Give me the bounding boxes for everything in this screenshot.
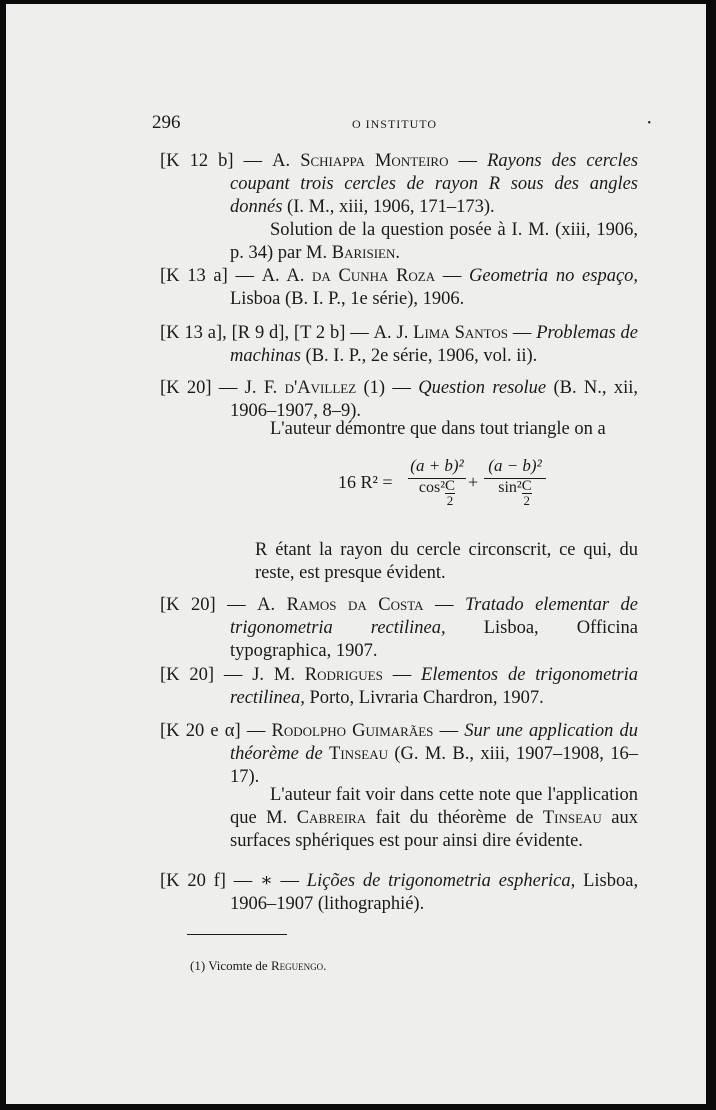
footnote-ref: (1) xyxy=(363,378,386,398)
entry-source: Lisboa, Officina typographica, 1907. xyxy=(230,618,638,661)
entry-code: [K 12 b] xyxy=(160,151,234,171)
entry-author: J. F. d'Avillez xyxy=(244,378,357,398)
bibliography-entry: [K 20 e α] — Rodolpho Guimarães — Sur une application du théorème de Tinseau (G. M. B., xiii, 1907–1908, 16–17). xyxy=(160,721,639,787)
entry-note: R étant la rayon du cercle circonscrit, ce qui, du reste, est presque évident. xyxy=(255,540,638,583)
entry-code: [K 13 a] xyxy=(160,266,228,286)
entry-title: Rayons des cercles coupant trois cercles de rayon R sous des angles donnés xyxy=(230,151,639,217)
entry-code: [K 20] xyxy=(160,595,216,615)
page-number: 296 xyxy=(152,112,181,133)
entry-source: (I. M., xiii, 1906, 171–173). xyxy=(287,197,495,217)
entry-author: Rodolpho Guimarães xyxy=(271,721,434,741)
entry-code: [K 20] xyxy=(160,378,212,398)
bibliography-entry: [K 13 a], [R 9 d], [T 2 b] — A. J. Lima Santos — Problemas de machinas (B. I. P., 2e série, 1906, vol. ii). xyxy=(160,323,639,366)
entry-source: Porto, Livraria Chardron, 1907. xyxy=(309,688,544,708)
entry-source: (G. M. B., xiii, 1907–1908, 16–17). xyxy=(230,744,638,787)
formula-fraction-1: (a + b)² cos² $\frac{C}{2}$ xyxy=(408,456,466,499)
entry-source: (B. N., xii, 1906–1907, 8–9). xyxy=(230,378,638,421)
margin-mark: • xyxy=(647,118,651,129)
entry-note: Solution de la question posée à I. M. (xiii, 1906, p. 34) par M. Barisien. xyxy=(230,220,638,263)
entry-author: A. J. Lima Santos xyxy=(373,323,508,343)
formula-fraction-2: (a − b)² sin² $\frac{C}{2}$ xyxy=(484,456,546,499)
entry-title: Tratado elementar de trigonometria rectilinea, xyxy=(230,595,638,638)
entry-author: A. A. da Cunha Roza xyxy=(261,266,436,286)
entry-title: Sur une application du théorème de xyxy=(230,721,639,764)
entry-source: Lisboa, 1906–1907 (lithographié). xyxy=(230,871,639,914)
entry-code: [K 20 e α] xyxy=(160,721,241,741)
footnote-text: Vicomte de xyxy=(208,958,268,973)
entry-author: A. Ramos da Costa xyxy=(257,595,424,615)
entry-title: Lições de trigonometria espherica, xyxy=(306,871,576,891)
footnote-rule xyxy=(187,934,287,935)
entry-author: A. Schiappa Monteiro xyxy=(272,151,449,171)
entry-note: L'auteur fait voir dans cette note que l'application que M. Cabreira fait du théorème de Tinseau aux surfaces sphériques est pour ainsi dire évidente. xyxy=(230,785,638,851)
bibliography-entry: [K 12 b] — A. Schiappa Monteiro — Rayons des cercles coupant trois cercles de rayon R sous des angles donnés (I. M., xiii, 1906, 171–173). xyxy=(160,151,639,217)
entry-code: [K 20 f] xyxy=(160,871,226,891)
entry-code: [K 13 a], [R 9 d], [T 2 b] xyxy=(160,323,346,343)
running-title: O INSTITUTO xyxy=(351,117,438,131)
bibliography-entry: [K 20 f] — ∗ — Lições de trigonometria espherica, Lisboa, 1906–1907 (lithographié). xyxy=(160,871,639,914)
entry-title: Problemas de machinas xyxy=(230,323,639,366)
footnote: (1) Vicomte de Reguengo. xyxy=(190,958,327,973)
page-header xyxy=(152,112,651,134)
entry-source: (B. I. P., 2e série, 1906, vol. ii). xyxy=(305,346,538,366)
bibliography-entry: [K 20] — J. M. Rodrigues — Elementos de trigonometria rectilinea, Porto, Livraria Chardron, 1907. xyxy=(160,665,639,708)
formula-lhs: 16 R² = xyxy=(338,472,393,492)
entry-source: Lisboa (B. I. P., 1e série), 1906. xyxy=(230,289,465,309)
footnote-name: Reguengo xyxy=(270,958,324,973)
formula xyxy=(338,456,578,524)
bibliography-entry: [K 13 a] — A. A. da Cunha Roza — Geometria no espaço, Lisboa (B. I. P., 1e série), 1906. xyxy=(160,266,639,309)
entry-title: Question resolue xyxy=(418,378,547,398)
entry-note: L'auteur démontre que dans tout triangle on a xyxy=(270,419,606,439)
entry-code: [K 20] xyxy=(160,665,215,685)
entry-title-name: Tinseau xyxy=(329,744,389,764)
entry-author: J. M. Rodrigues xyxy=(252,665,383,685)
entry-title: Elementos de trigonometria rectilinea, xyxy=(230,665,639,708)
bibliography-entry: [K 20] — A. Ramos da Costa — Tratado elementar de trigonometria rectilinea, Lisboa, Officina typographica, 1907. xyxy=(160,595,638,661)
footnote-mark: (1) xyxy=(190,958,206,973)
entry-author: ∗ xyxy=(260,871,273,891)
entry-title: Geometria no espaço, xyxy=(469,266,639,286)
formula-plus: + xyxy=(468,472,479,492)
bibliography-entry: [K 20] — J. F. d'Avillez (1) — Question resolue (B. N., xii, 1906–1907, 8–9). xyxy=(160,378,638,421)
